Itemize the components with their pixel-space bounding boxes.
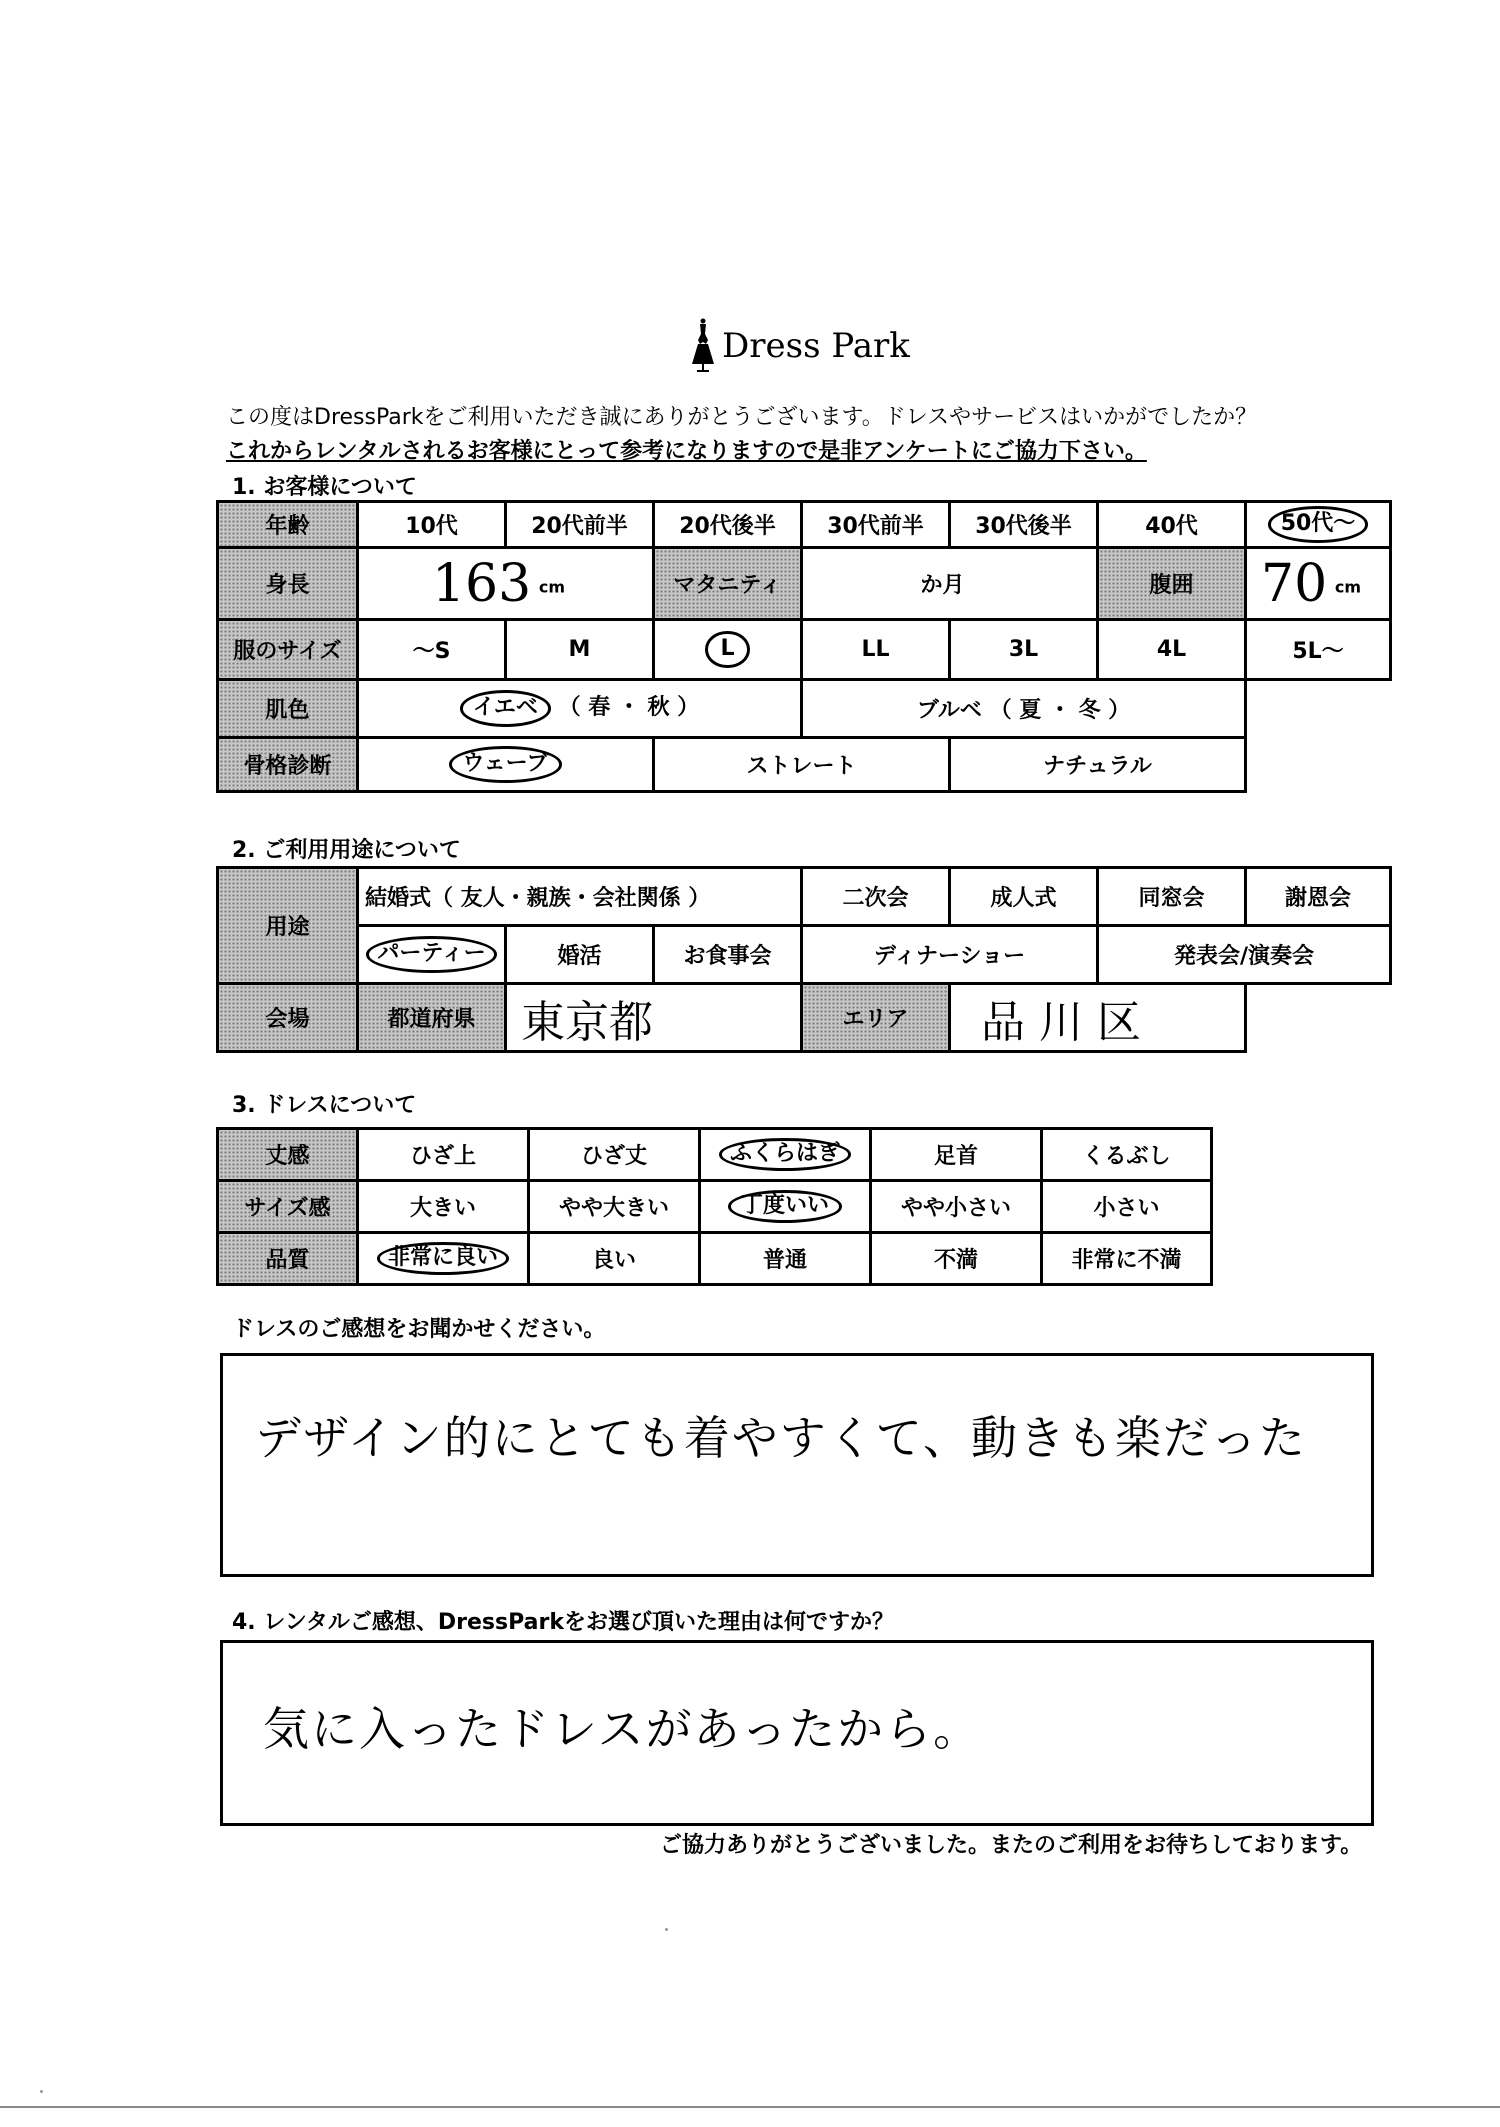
height-label: 身長 [218, 548, 358, 620]
length-option[interactable]: 足首 [871, 1129, 1042, 1181]
purpose-label: 用途 [218, 868, 358, 984]
purpose-option[interactable]: 謝恩会 [1246, 868, 1391, 926]
usage-table [216, 866, 1392, 1053]
waist-label: 腹囲 [1098, 548, 1246, 620]
height-unit: cm [538, 577, 566, 597]
fit-label: サイズ感 [218, 1181, 358, 1233]
reason-box[interactable] [220, 1640, 1374, 1826]
size-option[interactable]: ～S [358, 620, 506, 680]
area-field[interactable] [950, 984, 1246, 1052]
quality-option-selected[interactable] [358, 1233, 529, 1285]
quality-label: 品質 [218, 1233, 358, 1285]
skin-blue-seasons: （ 夏 ・ 冬 ） [989, 698, 1131, 723]
age-option[interactable]: 10代 [358, 502, 506, 548]
section-1-title: 1. お客様について [232, 475, 417, 500]
prefecture-label: 都道府県 [358, 984, 506, 1052]
length-label: 丈感 [218, 1129, 358, 1181]
skeleton-option-selected[interactable] [358, 738, 654, 792]
skin-yellow-circle: イエベ [460, 690, 551, 726]
intro-line-1: この度はDressParkをご利用いただき誠にありがとうございます。ドレスやサービスはいかがでしたか？ [226, 405, 1258, 430]
size-label: 服のサイズ [218, 620, 358, 680]
quality-option[interactable]: 不満 [871, 1233, 1042, 1285]
reason-text: 気に入ったドレスがあったから。 [263, 1702, 982, 1756]
scan-speck [665, 1928, 668, 1931]
closing-text: ご協力ありがとうございました。またのご利用をお待ちしております。 [660, 1833, 1363, 1858]
dress-comment-prompt: ドレスのご感想をお聞かせください。 [232, 1317, 606, 1342]
skin-blue[interactable] [802, 680, 1246, 738]
height-field[interactable] [358, 548, 654, 620]
age-option[interactable]: 40代 [1098, 502, 1246, 548]
age-label: 年齢 [218, 502, 358, 548]
section-4-title: 4. レンタルご感想、DressParkをお選び頂いた理由は何ですか？ [232, 1610, 894, 1635]
dress-comment-box[interactable] [220, 1353, 1374, 1577]
maternity-unit: か月 [920, 573, 965, 598]
maternity-field[interactable] [802, 548, 1098, 620]
purpose-option[interactable]: 発表会/演奏会 [1098, 926, 1391, 984]
wedding-option[interactable]: 結婚式（ 友人・親族・会社関係 ） [358, 868, 802, 926]
length-option[interactable]: くるぶし [1042, 1129, 1212, 1181]
fit-selected-circle: 丁度いい [728, 1190, 842, 1222]
skin-yellow-seasons: （ 春 ・ 秋 ） [558, 695, 700, 721]
age-option[interactable]: 30代後半 [950, 502, 1098, 548]
scan-speck [40, 2090, 43, 2093]
waist-value: 70 [1261, 553, 1328, 614]
prefecture-value: 東京都 [521, 996, 653, 1048]
dresspark-logo [690, 318, 910, 374]
skin-yellow[interactable] [358, 680, 802, 738]
length-option[interactable]: ひざ上 [358, 1129, 529, 1181]
quality-selected-circle: 非常に良い [377, 1242, 509, 1274]
skin-label: 肌色 [218, 680, 358, 738]
dress-icon [690, 318, 716, 374]
purpose-option[interactable]: お食事会 [654, 926, 802, 984]
purpose-option[interactable]: 同窓会 [1098, 868, 1246, 926]
purpose-option[interactable]: 二次会 [802, 868, 950, 926]
intro-line-2: これからレンタルされるお客様にとって参考になりますので是非アンケートにご協力下さい。 [226, 439, 1147, 464]
party-selected-circle: パーティー [366, 936, 496, 972]
prefecture-field[interactable] [506, 984, 802, 1052]
quality-option[interactable]: 非常に不満 [1042, 1233, 1212, 1285]
age-option[interactable]: 20代後半 [654, 502, 802, 548]
waist-unit: cm [1334, 577, 1361, 597]
skeleton-option[interactable]: ストレート [654, 738, 950, 792]
skeleton-selected-circle: ウェーブ [449, 746, 561, 782]
length-option[interactable]: ひざ丈 [529, 1129, 700, 1181]
size-option[interactable]: 4L [1098, 620, 1246, 680]
scan-edge-line [0, 2106, 1500, 2108]
length-option-selected[interactable] [700, 1129, 871, 1181]
dress-comment-text: デザイン的にとても着やすくて、動きも楽だった [255, 1411, 1307, 1465]
size-option[interactable]: LL [802, 620, 950, 680]
quality-option[interactable]: 良い [529, 1233, 700, 1285]
area-value: 品川区 [981, 996, 1155, 1048]
skeleton-option[interactable]: ナチュラル [950, 738, 1246, 792]
size-option-selected[interactable] [654, 620, 802, 680]
size-option[interactable]: 5L～ [1246, 620, 1391, 680]
section-2-title: 2. ご利用用途について [232, 838, 461, 863]
size-option[interactable]: M [506, 620, 654, 680]
fit-option-selected[interactable] [700, 1181, 871, 1233]
fit-option[interactable]: やや小さい [871, 1181, 1042, 1233]
logo-text: Dress Park [722, 326, 910, 366]
age-option[interactable]: 30代前半 [802, 502, 950, 548]
section-3-title: 3. ドレスについて [232, 1093, 417, 1118]
skeleton-label: 骨格診断 [218, 738, 358, 792]
venue-label: 会場 [218, 984, 358, 1052]
length-selected-circle: ふくらはぎ [719, 1138, 851, 1170]
purpose-option[interactable]: 成人式 [950, 868, 1098, 926]
area-label: エリア [802, 984, 950, 1052]
skin-blue-label: ブルベ [916, 698, 982, 723]
maternity-label: マタニティ [654, 548, 802, 620]
fit-option[interactable]: やや大きい [529, 1181, 700, 1233]
dress-table [216, 1127, 1213, 1286]
waist-field[interactable] [1246, 548, 1391, 620]
size-option[interactable]: 3L [950, 620, 1098, 680]
purpose-option[interactable]: 婚活 [506, 926, 654, 984]
purpose-option[interactable]: ディナーショー [802, 926, 1098, 984]
quality-option[interactable]: 普通 [700, 1233, 871, 1285]
height-value: 163 [431, 553, 532, 614]
intro-text [226, 401, 1257, 469]
purpose-option-selected[interactable] [358, 926, 506, 984]
age-selected-circle: 50代～ [1268, 506, 1369, 542]
customer-table [216, 500, 1392, 793]
age-option-selected[interactable] [1246, 502, 1391, 548]
fit-option[interactable]: 大きい [358, 1181, 529, 1233]
fit-option[interactable]: 小さい [1042, 1181, 1212, 1233]
age-option[interactable]: 20代前半 [506, 502, 654, 548]
size-selected-circle: L [705, 631, 749, 667]
